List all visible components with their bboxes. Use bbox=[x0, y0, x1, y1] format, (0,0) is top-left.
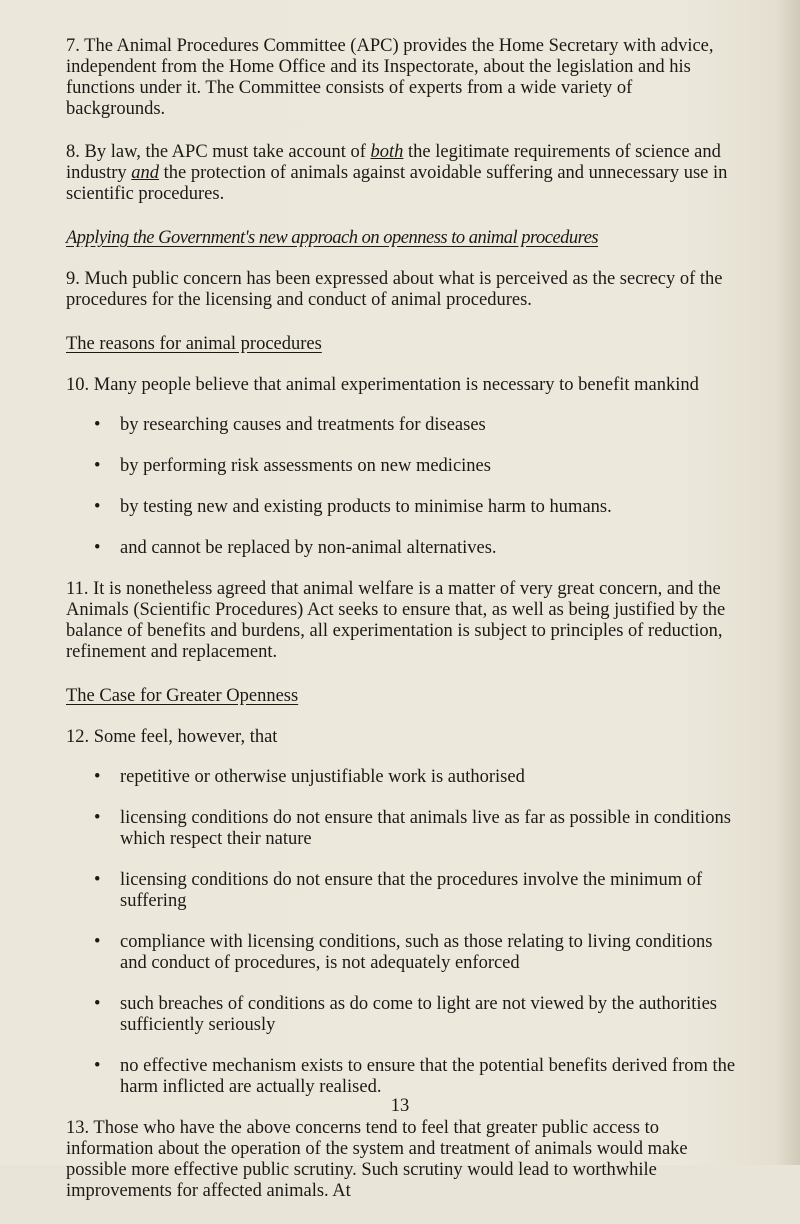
section-heading-reasons: The reasons for animal procedures bbox=[66, 334, 322, 354]
list-item-text: such breaches of conditions as do come to light are not viewed by the authorities sufficiently seriously bbox=[120, 994, 717, 1035]
list-item-text: licensing conditions do not ensure that animals live as far as possible in conditions which respect their nature bbox=[120, 808, 731, 849]
paragraph-8-text-c: the protection of animals against avoidable suffering and unnecessary use in scientific procedures. bbox=[66, 163, 728, 204]
section-heading-openness: Applying the Government's new approach on openness to animal procedures bbox=[66, 228, 599, 248]
bullet-icon: • bbox=[94, 932, 101, 952]
paragraph-12: 12. Some feel, however, that bbox=[66, 727, 278, 747]
section-heading-case: The Case for Greater Openness bbox=[66, 686, 299, 706]
bullet-icon: • bbox=[94, 1056, 101, 1076]
bullet-icon: • bbox=[94, 870, 101, 890]
bullet-icon: • bbox=[94, 415, 101, 435]
page-number: 13 bbox=[390, 1096, 410, 1116]
paragraph-11: 11. It is nonetheless agreed that animal welfare is a matter of very great concern, and the Animals (Scientific Procedures) Act seeks to ensure that, as well as being justified by the balance of benefits and burdens, all experimentation is subject to principles of reduction, refinement and replacement. bbox=[66, 579, 726, 662]
bullet-icon: • bbox=[94, 538, 101, 558]
paragraph-8-text-b: the legitimate requirements of science and industry bbox=[66, 142, 721, 183]
list-item-text: by testing new and existing products to minimise harm to humans. bbox=[120, 497, 612, 517]
list-item bbox=[66, 870, 736, 912]
emphasis-both: both bbox=[370, 142, 404, 162]
bullet-icon: • bbox=[94, 456, 101, 476]
list-item-text: repetitive or otherwise unjustifiable work is authorised bbox=[120, 767, 525, 787]
paragraph-12-bullet-list bbox=[66, 767, 736, 1098]
paragraph-10-bullet-list bbox=[66, 415, 736, 559]
list-item bbox=[66, 497, 736, 518]
list-item bbox=[66, 538, 736, 559]
list-item bbox=[66, 932, 736, 974]
list-item-text: no effective mechanism exists to ensure that the potential benefits derived from the harm inflicted are actually realised. bbox=[120, 1056, 736, 1097]
list-item bbox=[66, 767, 736, 788]
list-item-text: and cannot be replaced by non-animal alternatives. bbox=[120, 538, 497, 558]
paragraph-9: 9. Much public concern has been expressed about what is perceived as the secrecy of the procedures for the licensing and conduct of animal procedures. bbox=[66, 269, 723, 310]
paragraph-10: 10. Many people believe that animal experimentation is necessary to benefit mankind bbox=[66, 375, 699, 395]
bullet-icon: • bbox=[94, 767, 101, 787]
page-content bbox=[66, 36, 736, 1224]
list-item-text: by performing risk assessments on new medicines bbox=[120, 456, 491, 476]
list-item-text: by researching causes and treatments for diseases bbox=[120, 415, 486, 435]
list-item bbox=[66, 415, 736, 436]
list-item-text: compliance with licensing conditions, such as those relating to living conditions and conduct of procedures, is not adequately enforced bbox=[120, 932, 713, 973]
paragraph-13: 13. Those who have the above concerns tend to feel that greater public access to information about the operation of the system and treatment of animals would make possible more effective public scrutiny. Such scrutiny would lead to worthwhile improvements for affected animals. At bbox=[66, 1118, 688, 1201]
paragraph-8-text-a: 8. By law, the APC must take account of bbox=[66, 142, 371, 162]
bullet-icon: • bbox=[94, 994, 101, 1014]
paragraph-7: 7. The Animal Procedures Committee (APC) provides the Home Secretary with advice, independent from the Home Office and its Inspectorate, about the legislation and his functions under it. The Committee consists of experts from a wide variety of backgrounds. bbox=[66, 36, 714, 119]
list-item bbox=[66, 456, 736, 477]
bullet-icon: • bbox=[94, 808, 101, 828]
paragraph-8 bbox=[66, 142, 736, 205]
list-item bbox=[66, 994, 736, 1036]
list-item bbox=[66, 808, 736, 850]
list-item-text: licensing conditions do not ensure that the procedures involve the minimum of suffering bbox=[120, 870, 703, 911]
emphasis-and: and bbox=[131, 163, 160, 183]
bullet-icon: • bbox=[94, 497, 101, 517]
list-item bbox=[66, 1056, 736, 1098]
